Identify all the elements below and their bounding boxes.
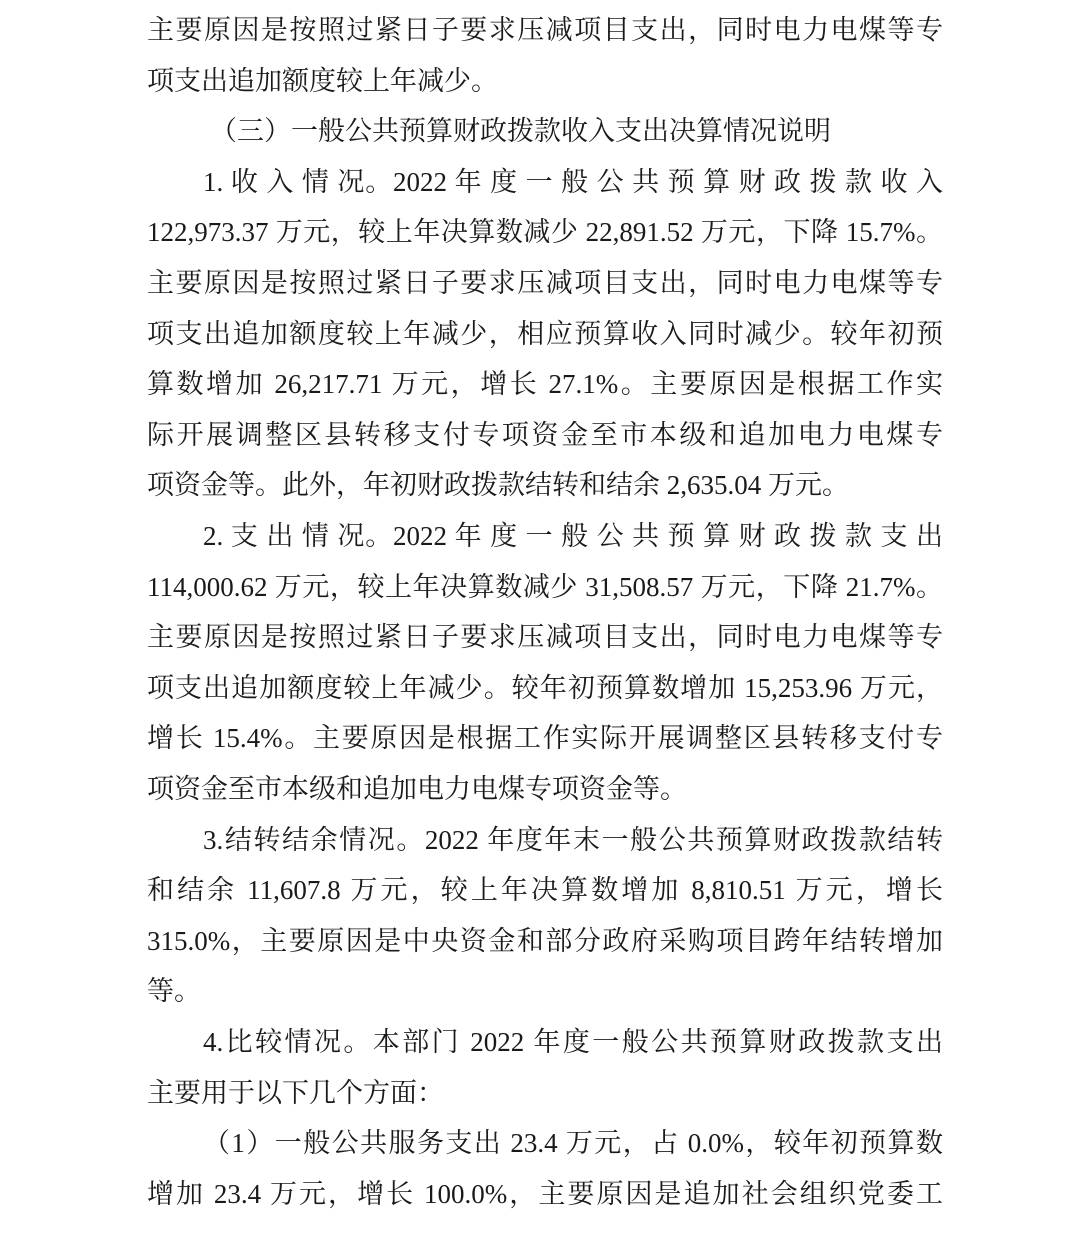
text-line: 增加 23.4 万元，增长 100.0%，主要原因是追加社会组织党委工: [147, 1178, 943, 1209]
text-line: 1. 收 入 情 况。2022 年 度 一 般 公 共 预 算 财 政 拨 款 收 入: [203, 166, 943, 197]
text-line: 算数增加 26,217.71 万元，增长 27.1%。主要原因是根据工作实: [147, 369, 943, 400]
text-line: 114,000.62 万元，较上年决算数减少 31,508.57 万元，下降 21.7%。: [147, 571, 943, 602]
text-line: 3.结转结余情况。2022 年度年末一般公共预算财政拨款结转: [203, 824, 943, 855]
text-line: 主要原因是按照过紧日子要求压减项目支出，同时电力电煤等专: [147, 268, 943, 298]
text-line: 际开展调整区县转移支付专项资金至市本级和追加电力电煤专: [147, 419, 943, 450]
text-line: 等。: [147, 976, 201, 1007]
text-line: 项资金等。此外，年初财政拨款结转和结余 2,635.04 万元。: [147, 470, 849, 501]
text-line: 增长 15.4%。主要原因是根据工作实际开展调整区县转移支付专: [147, 723, 943, 754]
text-line: 315.0%，主要原因是中央资金和部分政府采购项目跨年结转增加: [147, 925, 943, 956]
text-line: 122,973.37 万元，较上年决算数减少 22,891.52 万元，下降 15.7%。: [147, 217, 943, 248]
text-line: 项支出追加额度较上年减少。较年初预算数增加 15,253.96 万元，: [147, 672, 943, 703]
text-line: 主要原因是按照过紧日子要求压减项目支出，同时电力电煤等专: [147, 622, 943, 653]
text-line: 和结余 11,607.8 万元，较上年决算数增加 8,810.51 万元，增长: [147, 875, 943, 906]
text-line: 项支出追加额度较上年减少，相应预算收入同时减少。较年初预: [147, 318, 943, 349]
text-line: （1）一般公共服务支出 23.4 万元，占 0.0%，较年初预算数: [203, 1128, 943, 1159]
section-heading: （三）一般公共预算财政拨款收入支出决算情况说明: [210, 116, 831, 147]
text-line: 主要原因是按照过紧日子要求压减项目支出，同时电力电煤等专: [147, 15, 943, 45]
text-line: 项资金至市本级和追加电力电煤专项资金等。: [147, 774, 687, 804]
text-line: 2. 支 出 情 况。2022 年 度 一 般 公 共 预 算 财 政 拨 款 支 出: [203, 521, 943, 551]
text-line: 主要用于以下几个方面：: [147, 1077, 444, 1108]
text-line: 4.比较情况。本部门 2022 年度一般公共预算财政拨款支出: [203, 1027, 943, 1057]
text-line: 项支出追加额度较上年减少。: [147, 65, 498, 96]
